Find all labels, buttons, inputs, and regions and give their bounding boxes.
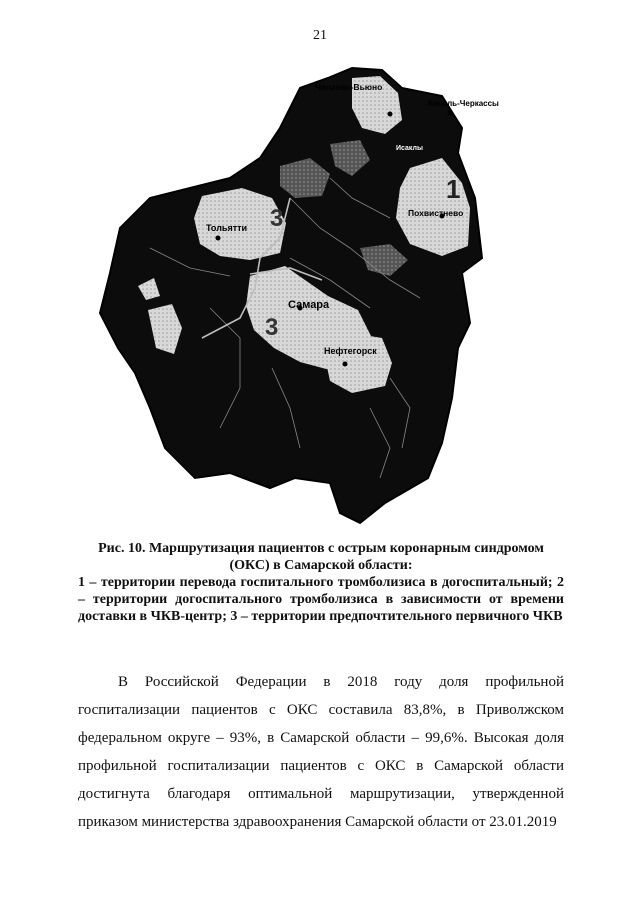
caption-legend: 1 – территории перевода госпитального тромболизиса в догоспитальный; 2 – территории догоспитального тромболизиса в зависимости от времени доставки в ЧКВ-центр; 3 – территории предпочтительного первичного ЧКВ <box>78 575 564 624</box>
samara-region-map <box>90 48 510 528</box>
label-pokhvistnevo: Похвистнево <box>408 208 464 218</box>
label-neftegorsk: Нефтегорск <box>324 346 377 356</box>
label-isakly: Исаклы <box>396 145 423 152</box>
map-svg <box>90 48 510 528</box>
label-chapaevo: Чапаево-Вьюно <box>315 82 383 92</box>
page-number: 21 <box>313 28 327 43</box>
zone-number-1: 1 <box>446 174 461 204</box>
zone-number-3-center: 3 <box>265 314 279 341</box>
label-tolyatti: Тольятти <box>206 223 248 233</box>
label-samara: Самара <box>288 299 330 311</box>
caption-title: Рис. 10. Маршрутизация пациентов с острым коронарным синдромом (ОКС) в Самарской области: <box>98 541 544 573</box>
zone-number-3-west: 3 <box>270 205 284 232</box>
figure-caption <box>78 540 564 625</box>
body-paragraph: В Российской Федерации в 2018 году доля профильной госпитализации пациентов с ОКС составила 83,8%, в Приволжском федеральном округе – 93%, в Самарской области – 99,6%. Высокая доля профильной госпитализации пациентов с ОКС в Самарской области достигнута благодаря оптимальной маршрутизации, утвержденной приказом министерства здравоохранения Самарской области от 23.01.2019 <box>78 674 564 830</box>
label-kinel-cherkassy: Кинель-Черкассы <box>428 99 499 108</box>
